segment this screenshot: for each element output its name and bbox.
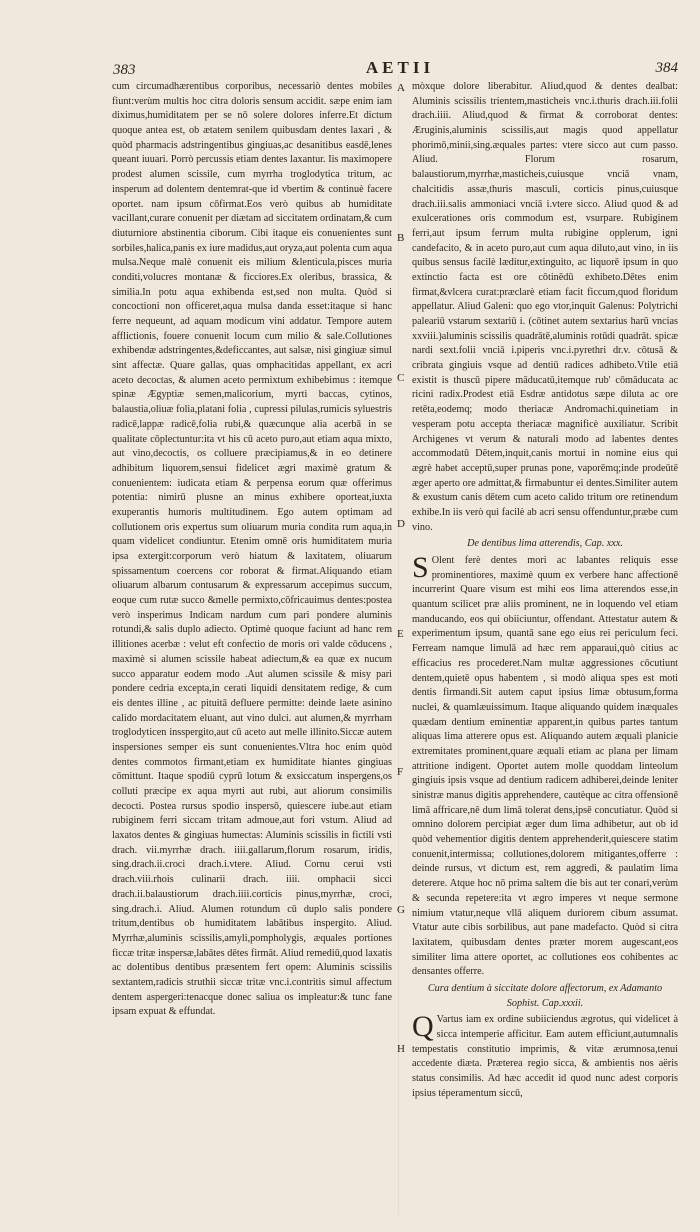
left-column-text: cum circumadhærentibus corporibus, necessariò dentes mobiles fiunt:verùm multis hoc citra doloris sensum accidit. sæpe enim iam diximus,humiditatem per se nō solere dolores inferre.Et dictum quoque antea est, ob ætatem senilem quibusdam dentes laxari , & quòd pharmacis adstringentibus gingiuas,ac desanitibus easdē,lenes queant iuuari. Porrò percussis etiam dentes laxantur. Iis maximopere prodest alumen scissile, cum myrrha troglodytica tritum, ac insperum ad dolentem dentemrat-que id vbertim & continuè facere oportet. nam ipsum cōfirmat.Eos verò quibus ab humiditate vacillant,curare conuenit per diætam ad siccitatem ordinatam,& cum diuturniore abstinentia ciborum. Cibi itaque eis conuenientes sunt sorbiles,halica,panis ex iure madidus,aut oryza,aut polenta cum aqua mulsa.Neque malè conuenit eis milium &lenticula,pisces muria conditi,volucres montanæ & ficciores.Ex oleribus, brassica, & similia.In potu aqua exhibenda est,sed non multa. Quòd si concoctioni non officeret,aqua mulsa danda esset:itaque si hanc ferre nequeunt, ad aquam modicum vini addatur. Tempore autem afflictionis, fouere conuenit locum cum milio & sale.Collutiones exhibendæ adstringentes,&deficcantes, aut salsæ, nisi gingiuæ simul sint affectæ. Quare gallas, quas omphacitidas appellant, ex acri aceto decoctas, & alumen aceto permixtum exhibebimus : itemque spinæ Ægyptiæ semen,malicorium, myrti baccas, cytinos, balaustia,oliuæ folia,platani folia , cupressi pilulas,rumicis syluestris radicē,lappæ radicē,folia rubi,& quæcunque alia acerbā in se qualitate cōplectuntur:ita vt his cū aceto puro,aut etiam aqua mixto, aut vino,decoctis, os colluere præcipiamus,& in eo detinere adhibitum liquorem,sensui fidelicet ægri maximè gratum & conuenientem: iudicata etiam & perpensa eorum quæ offerimus potentia: nimirū plusne an minus exhibere oporteat,iuxta exuperantis humoris multitudinem. Ego autem optimam ad collutionem oris expertus sum oliuarum muria condita rum aqua,in quam videlicet condiuntur. Etenim omnē oris humiditatem muria ipsa extergit:corporum verò hiatum & laxitatem, oliuarum spissamentum coercens cor roborat & firmat.Aliquando etiam oliuarum albarum contusarum & expressarum accepimus succum, eoque cum rutæ succo &melle permixto,cōfricauimus dentes:postea verò insperimus Indicam nardum cum pari pondere aluminis rotundi,& salis duplo adiecto. Optimè quoque faciunt ad hanc rem illitiones acerbæ : velut eft confectio de moris ori valde cōducens , maximè si alumen scissile habeat adiectum,& ea quæ ex nucum succo apparatur eodem modo .Aut alumen scissile & misy pari pondere cedria excepta,in cerati liquidi densitatem redige, & cum eis dentes illine , ac pituitā defluere permitte: deinde laete asinino calido mordacitatem eluant, aut vino dulci. aut alumen,& myrrham troglodyticen insspergito,aut cū aceto aut melle illinito.Siccæ autem inspersiones semper eis sunt conuenientes.Vltra hoc enim quòd dentes commotos firmant,etiam ex humiditate hiantes gingiuas cōmittunt. Itaque spodiū cyprū lotum & exsiccatum inspergens,os colluti præcipe ex aqua myrti aut rubi, aut aliorum consimilis decocti. Postea rursus spodio inspersō, quiescere iube.aut etiam rubiginem ferri siccam tritam admoue,aut fori vstum. Aliud ad laxatos dentes & gingiuas humectas: Aluminis scissilis in fictili vsti drach. vii.myrrhæ drach. iiii.gallarum,florum rosarum, iridis, sing.drach.ii.croci drach.i.vtere. Aliud. Cornu cerui vsti drach.viii.rhois culinarii drach. iiii. omphacii sicci drach.ii.balaustiorum drach.iiii.corticis pinus,myrrhæ, croci, sing.drach.i. Aliud. Alumen rotundum cū duplo salis pondere tritum,dentibus ob humiditatem labātibus inspergito. Aliud. Myrrhæ,aluminis scissilis,amyli,pompholygis, æquales portiones ficcæ tritæ inspersæ,labātes dētes firmāt. Aliud remediū,quod laxatis ac dolentibus dentibus præsentem fert opem: Aluminis scissilis sextantem,radicis struthii siccæ tritæ vnc.i.contritis simul affectum dentem aspergeri:tenacque donec saliua os impleatur:& tunc fane ipsam expuat & effundat.: [112, 81, 392, 1018]
page-number-left: 383: [113, 62, 136, 78]
right-paragraph-3: [412, 1010, 678, 1101]
running-title: AETII: [365, 58, 435, 77]
margin-letter-b: B: [397, 232, 405, 244]
right-column: [412, 80, 678, 1101]
drop-cap-q: Q: [412, 1010, 434, 1044]
margin-letter-h: H: [397, 1043, 405, 1055]
margin-letter-g: G: [397, 904, 405, 916]
right-paragraph-1: mòxque dolore liberabitur. Aliud,quod & dentes dealbat: Aluminis scissilis trientem,masticheis vnc.i.thuris drach.iii.folii drach.iiii. Aliud,quod & firmat & corroborat dentes: Æruginis,aluminis scissilis,aut magis quod appellatur phorimō,minii,sing.æquales partes: vtere sicco aut cum passo. Aliud. Florum rosarum, balaustiorum,myrrhæ,masticheis,cuiusque vnciā vnam, chalcitidis assæ,thuris masculi, corticis pinus,cuiusque drach.iii.salis ammoniaci vnciā i.vtere sicco. Aliud quod & ad exulcerationes oris commodum est, vsurpare. Rubiginem ferri,aut ipsum ferrum multa rubigine opplerum, igni candefacito, & in aceto puro,aut cum aqua diluto,aut vino, in iis quibus sensus facilè læditur,extinguito, ac liquorē ipsum in quo extinctio facta est ore cōtinēdū exhibeto.Dētes enim firmat,&vlcera curat:præclarè etiam facit ficcum,quod floridum appellatur. Aliud Galeni: quo ego vtor,inquit Galenus: Polytrichi paleariū vstarum sextariū i. (cōtinet autem sextarius harū vncias xxviii.)aluminis scissilis quadrātē,aluminis rotūdi quadrāt. spicæ nardi sext.folii vnciā i.piperis vnc.i.pyrethri dr.v. cōtusā & cribrata gingiuis vsque ad dentiū radices adhibeto.Vtile etiā existit is thuscū pipere māducatū,itemque rub' cōmāducata ac ricini radix.Prodest etiā Esdræ antidotus sæpe diluta ac ore retēta,eodemq; modo theriacæ Andromachi.quinetiam in vesperam potu accepta theriacæ magnificè auxiliatur. Scribit Archigenes vt verum & naturali modo ad labentes dentes accommodatū Dētem,inquit,canis mortui in nomine eius qui ægrè habet acceptū,super prunas pone, vaporēmq;inde prodeūtē æger aperto ore admittat,& firmabuntur ei dentes.Similiter autem & exustum canis dētem cum aceto calido tritum ore retinendum exhibe.In iis verò qui facilè ab acri sensu offenduntur,præbe cum vino.: [412, 81, 678, 533]
right-paragraph-2-text: Olent ferè dentes mori ac labantes reliquis esse prominentiores, maximè quum ex verbere hanc affectionē incurrerint Quare visum est mihi eos lima atterendos esse,in quantum scilicet præ aliis prominent, ne in loquendo vel etiam manducando, eos qui obiiciuntur, offendant. Attestatur autem & experimentum ipsum, quantā sane ego eius rei periculum feci. Ferream namque limulā ad hæc rem apparaui,quò citius ac efficacius res procederet.Nam multæ aggressiones cōcutiunt dentem,quietē opus habentem , si modò aliqua spes est moti dentis firmandi.Sit autem caput ipsius limæ obtusum,forma nuclei, & quamlæuissimum. Itaque aliquando quidem inæquales quædam dentium eminentiæ apparent,in quibus partes tantum aliquas lima atterere opus est. Aliquando autem æquali planicie extremitates prominent,quare æquali etiam ac plana per limam attritione indigent. Oportet autem molle quoddam linteolum gingiuis ipsis vsque ad dentium radicem adhiberei,deinde leniter sinistræ manus digitis apprehendere, cautèque ac citra offensionē limā affricare,nē dum limā tolerat dens,ipsē concutiatur. Quòd si omnino dolorem percipiat æger dum lima adhibetur, aut ob id quòd vehementior digitis dentem apprehenderit,quiescere statim conuenit,intermissa; collutiones,dolorem mitigantes,offerre : deinde rursus, vt dictum est, rem aggredi, & paulatim lima deterere. Atque hoc nō prima saltem die bis aut ter conari,verùm & secunda repetere:ita vt ægro imperes vt neque sermone nimium vtatur,neque vllā aliquem duriorem cibum assumat. Vtatur aute cibis sorbilibus, aut pane madefacto. Quòd si citra laxitatem, quibusdam dentes præter morem augescant,eos similiter lima attere oportet, ac collutiones eos cohibentes ac densantes offerre.: [412, 555, 678, 978]
left-column: [112, 80, 392, 1020]
page-number-right: 384: [655, 60, 678, 76]
margin-letter-c: C: [397, 372, 405, 384]
margin-letter-d: D: [397, 518, 405, 530]
drop-cap-s: S: [412, 551, 429, 584]
right-paragraph-3-text: Vartus iam ex ordine subiiciendus ægrotus, qui videlicet à sicca intemperie afficitur. Eam autem efficiunt,autumnalis tempestatis constitutio imprimis, & vitæ ærumnosa,tenui accedente diæta. Præterea regio sicca, & ambientis nos aëris status consimilis. Ad hæc accedit id quod nunc adest corporis ipsius téperamentum siccū,: [412, 1014, 678, 1099]
margin-letter-a: A: [397, 82, 405, 94]
right-paragraph-2: [412, 551, 678, 980]
margin-letter-e: E: [397, 628, 404, 640]
margin-letter-f: F: [397, 766, 404, 778]
chapter-heading-32: Cura dentium à siccitate dolore affectorum, ex Adamanto Sophist. Cap.xxxii.: [427, 982, 663, 1009]
chapter-heading-30: De dentibus lima atterendis, Cap. xxx.: [467, 538, 623, 550]
